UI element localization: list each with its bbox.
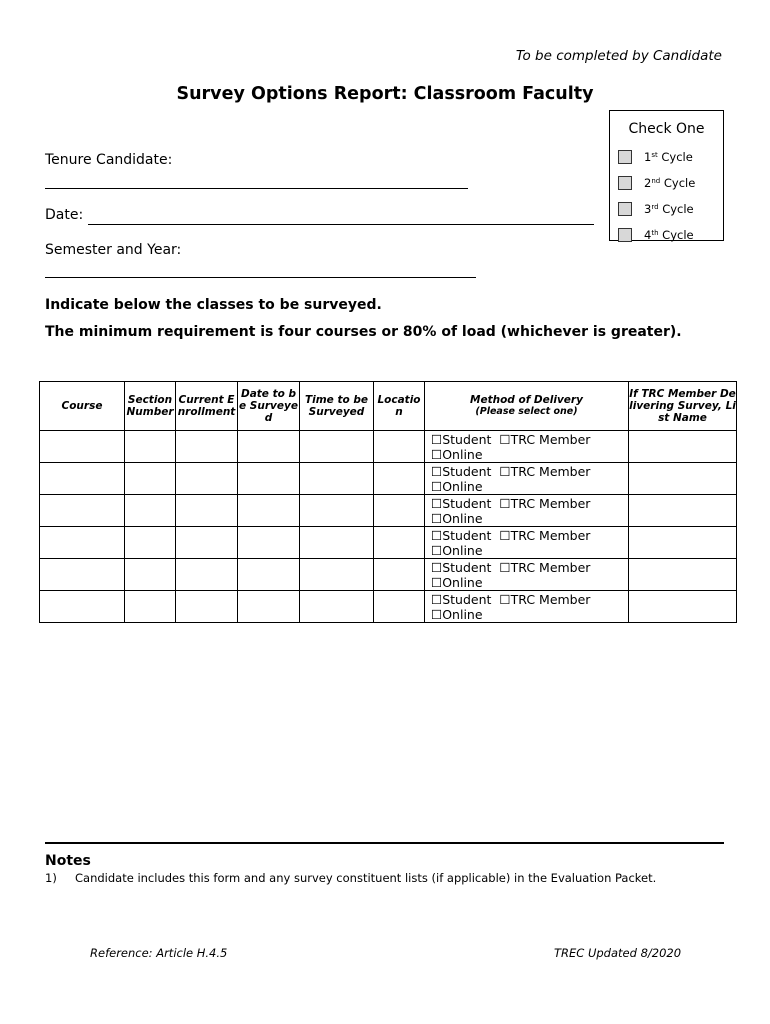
notes-divider bbox=[45, 842, 724, 844]
survey-table bbox=[39, 381, 737, 623]
cycle-label: 1st Cycle bbox=[644, 150, 693, 164]
page-title: Survey Options Report: Classroom Faculty bbox=[176, 84, 594, 104]
table-body bbox=[40, 431, 737, 623]
location-cell[interactable] bbox=[374, 527, 425, 559]
section-cell[interactable] bbox=[125, 527, 176, 559]
cycle-label: 4th Cycle bbox=[644, 228, 694, 242]
online-option[interactable]: ☐Online bbox=[431, 511, 483, 526]
enrollment-cell[interactable] bbox=[176, 431, 238, 463]
method-cell[interactable] bbox=[425, 559, 629, 591]
header-date-surveyed: Date to be Surveyed bbox=[238, 382, 300, 431]
date-label: Date: bbox=[45, 207, 84, 223]
time-cell[interactable] bbox=[300, 527, 374, 559]
date-cell[interactable] bbox=[238, 495, 300, 527]
checkbox[interactable] bbox=[618, 150, 632, 164]
tenure-candidate-line[interactable] bbox=[45, 188, 468, 189]
note-text: Candidate includes this form and any survey constituent lists (if applicable) in the Evaluation Packet. bbox=[75, 871, 657, 885]
course-cell[interactable] bbox=[40, 591, 125, 623]
method-cell[interactable] bbox=[425, 431, 629, 463]
location-cell[interactable] bbox=[374, 463, 425, 495]
date-cell[interactable] bbox=[238, 431, 300, 463]
online-option[interactable]: ☐Online bbox=[431, 479, 483, 494]
method-cell[interactable] bbox=[425, 495, 629, 527]
instruction-line-2: The minimum requirement is four courses or 80% of load (whichever is greater). bbox=[45, 324, 682, 340]
semester-year-line[interactable] bbox=[45, 277, 476, 278]
semester-year-label: Semester and Year: bbox=[45, 242, 182, 258]
cycle-label: 3rd Cycle bbox=[644, 202, 694, 216]
online-option[interactable]: ☐Online bbox=[431, 543, 483, 558]
course-cell[interactable] bbox=[40, 559, 125, 591]
trc-name-cell[interactable] bbox=[629, 527, 737, 559]
updated-footer: TREC Updated 8/2020 bbox=[554, 946, 682, 960]
checkbox[interactable] bbox=[618, 228, 632, 242]
header-location: Location bbox=[374, 382, 425, 431]
table-row bbox=[40, 559, 737, 591]
cycle-option-2[interactable] bbox=[618, 174, 695, 192]
check-one-title: Check One bbox=[628, 121, 705, 137]
enrollment-cell[interactable] bbox=[176, 463, 238, 495]
course-cell[interactable] bbox=[40, 431, 125, 463]
section-cell[interactable] bbox=[125, 559, 176, 591]
course-cell[interactable] bbox=[40, 463, 125, 495]
table-row bbox=[40, 591, 737, 623]
trc-member-option[interactable]: ☐TRC Member bbox=[499, 560, 591, 575]
trc-member-option[interactable]: ☐TRC Member bbox=[499, 464, 591, 479]
trc-name-cell[interactable] bbox=[629, 559, 737, 591]
cycle-label: 2nd Cycle bbox=[644, 176, 696, 190]
enrollment-cell[interactable] bbox=[176, 495, 238, 527]
trc-member-option[interactable]: ☐TRC Member bbox=[499, 592, 591, 607]
course-cell[interactable] bbox=[40, 495, 125, 527]
section-cell[interactable] bbox=[125, 591, 176, 623]
location-cell[interactable] bbox=[374, 591, 425, 623]
check-one-panel bbox=[609, 110, 724, 241]
date-cell[interactable] bbox=[238, 527, 300, 559]
table-row bbox=[40, 431, 737, 463]
date-cell[interactable] bbox=[238, 591, 300, 623]
tenure-candidate-label: Tenure Candidate: bbox=[45, 152, 173, 168]
header-time-surveyed: Time to be Surveyed bbox=[300, 382, 374, 431]
notes-title: Notes bbox=[45, 853, 91, 869]
enrollment-cell[interactable] bbox=[176, 559, 238, 591]
time-cell[interactable] bbox=[300, 495, 374, 527]
time-cell[interactable] bbox=[300, 591, 374, 623]
enrollment-cell[interactable] bbox=[176, 591, 238, 623]
trc-name-cell[interactable] bbox=[629, 463, 737, 495]
trc-member-option[interactable]: ☐TRC Member bbox=[499, 496, 591, 511]
checkbox[interactable] bbox=[618, 202, 632, 216]
table-row bbox=[40, 463, 737, 495]
header-section: Section Number bbox=[125, 382, 176, 431]
date-cell[interactable] bbox=[238, 463, 300, 495]
section-cell[interactable] bbox=[125, 495, 176, 527]
table-row bbox=[40, 495, 737, 527]
cycle-option-1[interactable] bbox=[618, 148, 693, 166]
date-cell[interactable] bbox=[238, 559, 300, 591]
student-option[interactable]: ☐Student bbox=[431, 464, 492, 479]
location-cell[interactable] bbox=[374, 559, 425, 591]
student-option[interactable]: ☐Student bbox=[431, 432, 492, 447]
header-method: Method of Delivery (Please select one) bbox=[425, 382, 629, 431]
header-trc: If TRC Member Delivering Survey, List Name bbox=[629, 382, 737, 431]
checkbox[interactable] bbox=[618, 176, 632, 190]
date-line[interactable] bbox=[88, 224, 594, 225]
student-option[interactable]: ☐Student bbox=[431, 496, 492, 511]
header-course: Course bbox=[40, 382, 125, 431]
instruction-line-1: Indicate below the classes to be surveyed. bbox=[45, 297, 382, 313]
method-cell[interactable] bbox=[425, 591, 629, 623]
cycle-option-3[interactable] bbox=[618, 200, 694, 218]
student-option[interactable]: ☐Student bbox=[431, 592, 492, 607]
trc-name-cell[interactable] bbox=[629, 495, 737, 527]
header-enrollment: Current Enrollment bbox=[176, 382, 238, 431]
time-cell[interactable] bbox=[300, 559, 374, 591]
completed-by-note: To be completed by Candidate bbox=[515, 48, 722, 64]
course-cell[interactable] bbox=[40, 527, 125, 559]
table-header-row bbox=[40, 382, 737, 431]
time-cell[interactable] bbox=[300, 463, 374, 495]
location-cell[interactable] bbox=[374, 495, 425, 527]
trc-member-option[interactable]: ☐TRC Member bbox=[499, 528, 591, 543]
online-option[interactable]: ☐Online bbox=[431, 607, 483, 622]
online-option[interactable]: ☐Online bbox=[431, 447, 483, 462]
cycle-option-4[interactable] bbox=[618, 226, 694, 244]
location-cell[interactable] bbox=[374, 431, 425, 463]
time-cell[interactable] bbox=[300, 431, 374, 463]
enrollment-cell[interactable] bbox=[176, 527, 238, 559]
student-option[interactable]: ☐Student bbox=[431, 528, 492, 543]
method-cell[interactable] bbox=[425, 527, 629, 559]
trc-name-cell[interactable] bbox=[629, 431, 737, 463]
reference-footer: Reference: Article H.4.5 bbox=[90, 946, 228, 960]
trc-name-cell[interactable] bbox=[629, 591, 737, 623]
note-number: 1) bbox=[45, 871, 57, 885]
online-option[interactable]: ☐Online bbox=[431, 575, 483, 590]
method-cell[interactable] bbox=[425, 463, 629, 495]
student-option[interactable]: ☐Student bbox=[431, 560, 492, 575]
section-cell[interactable] bbox=[125, 463, 176, 495]
section-cell[interactable] bbox=[125, 431, 176, 463]
trc-member-option[interactable]: ☐TRC Member bbox=[499, 432, 591, 447]
table-row bbox=[40, 527, 737, 559]
